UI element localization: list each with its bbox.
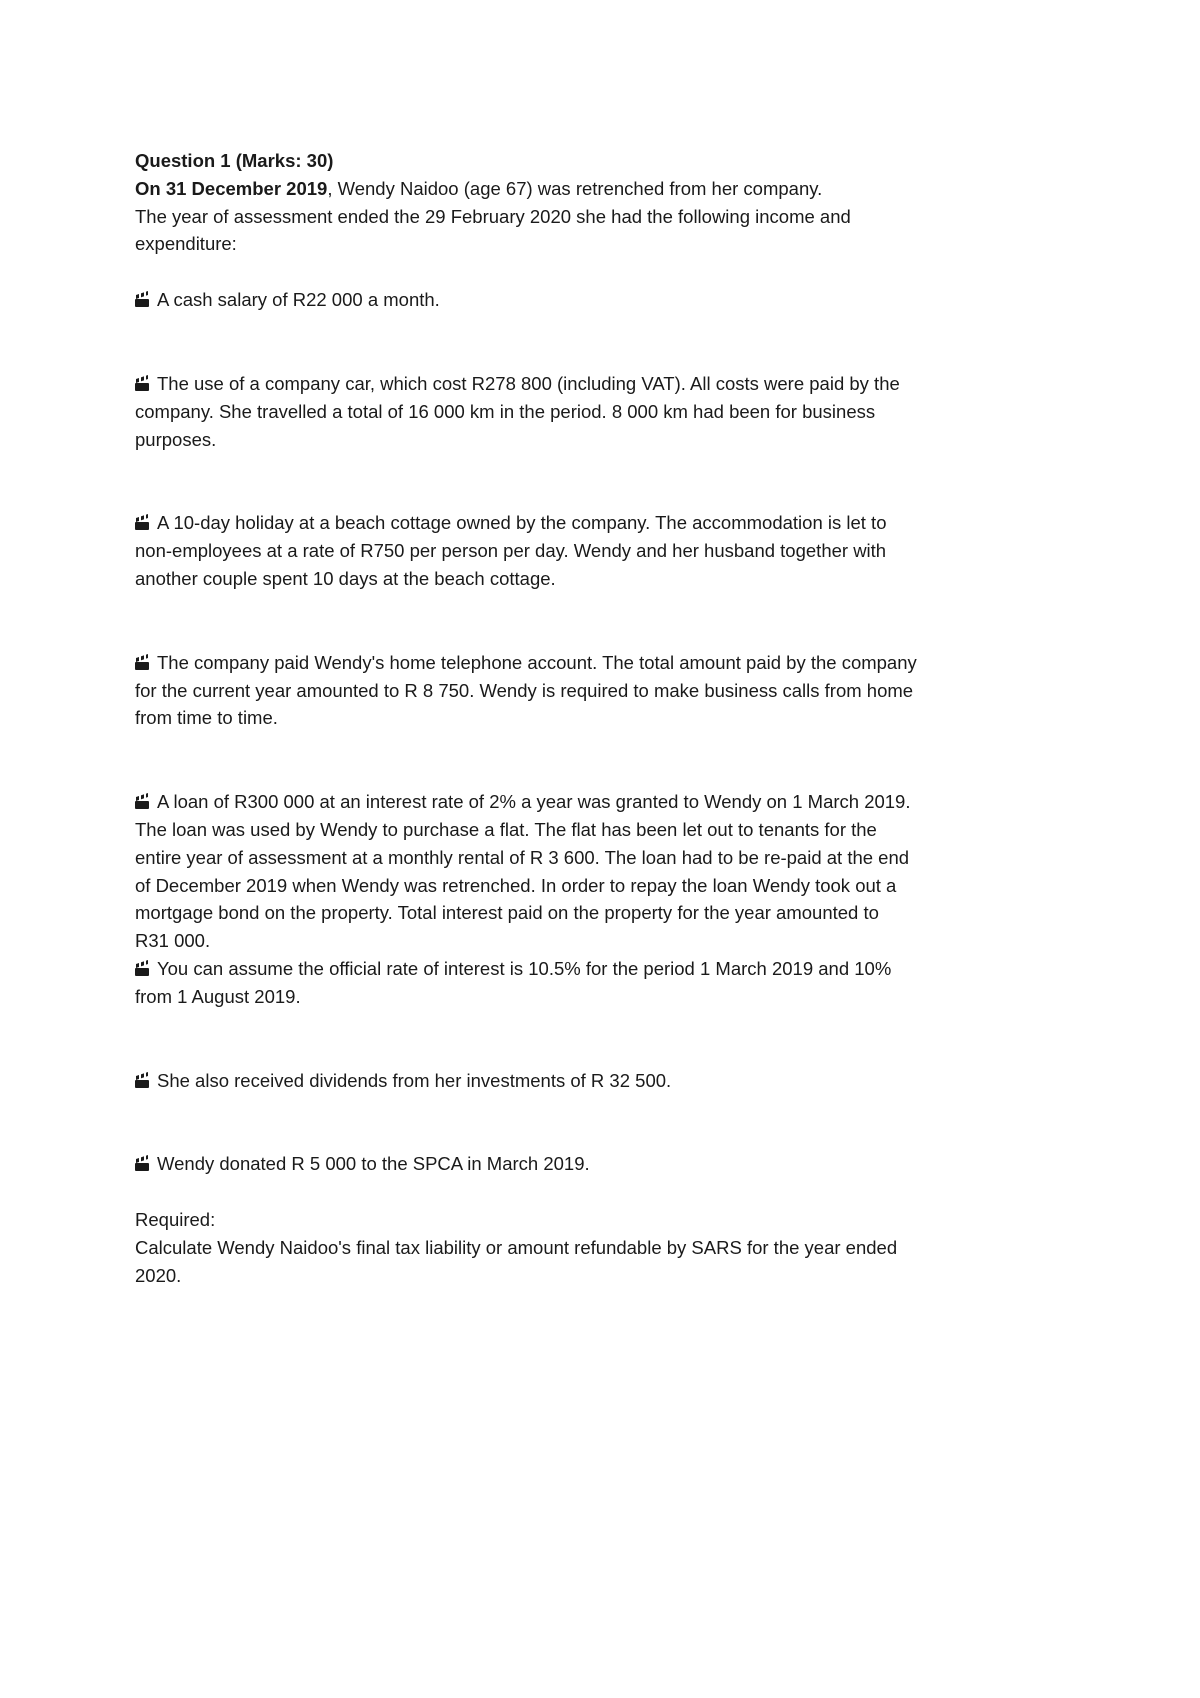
required-line-1: Calculate Wendy Naidoo's final tax liability or amount refundable by SARS for the year ended xyxy=(135,1236,898,1258)
clapperboard-bullet-icon xyxy=(135,1074,151,1088)
item-line: from 1 August 2019. xyxy=(135,985,301,1007)
clapperboard-bullet-icon xyxy=(135,377,151,391)
clapperboard-bullet-icon xyxy=(135,795,151,809)
item-line: A loan of R300 000 at an interest rate of 2% a year was granted to Wendy on 1 March 2019. xyxy=(157,791,911,813)
item-line: of December 2019 when Wendy was retrenched. In order to repay the loan Wendy took out a xyxy=(135,874,897,896)
required-section xyxy=(135,1206,1035,1289)
list-item-dividends xyxy=(135,1067,1035,1095)
item-line: company. She travelled a total of 16 000 km in the period. 8 000 km had been for business xyxy=(135,400,876,422)
item-line: The company paid Wendy's home telephone account. The total amount paid by the company xyxy=(157,651,917,673)
item-line: You can assume the official rate of interest is 10.5% for the period 1 March 2019 and 10% xyxy=(157,957,892,979)
item-line: The loan was used by Wendy to purchase a flat. The flat has been let out to tenants for the xyxy=(135,818,877,840)
item-line: for the current year amounted to R 8 750. Wendy is required to make business calls from home xyxy=(135,679,914,701)
list-item-official-rate xyxy=(135,955,1035,1011)
item-line: mortgage bond on the property. Total interest paid on the property for the year amounted to xyxy=(135,902,879,924)
required-line-2: 2020. xyxy=(135,1264,182,1286)
required-label: Required: xyxy=(135,1209,216,1231)
clapperboard-bullet-icon xyxy=(135,516,151,530)
list-item-loan xyxy=(135,788,1035,955)
question-heading: Question 1 (Marks: 30) xyxy=(135,150,334,171)
item-line: A 10-day holiday at a beach cottage owned by the company. The accommodation is let to xyxy=(157,512,887,534)
intro-date: On 31 December 2019 xyxy=(135,177,328,199)
item-line: purposes. xyxy=(135,428,217,450)
intro-line-1 xyxy=(135,175,1035,203)
item-line: from time to time. xyxy=(135,707,278,729)
item-line: another couple spent 10 days at the beach cottage. xyxy=(135,567,556,589)
item-line: non-employees at a rate of R750 per person per day. Wendy and her husband together with xyxy=(135,540,887,562)
list-item-telephone xyxy=(135,649,1035,732)
list-item-company-car xyxy=(135,370,1035,453)
item-line: R31 000. xyxy=(135,930,211,952)
intro-line-3: expenditure: xyxy=(135,233,237,255)
list-item-holiday xyxy=(135,509,1035,592)
clapperboard-bullet-icon xyxy=(135,656,151,670)
intro-text: , Wendy Naidoo (age 67) was retrenched from her company. xyxy=(327,177,823,199)
item-line: She also received dividends from her investments of R 32 500. xyxy=(157,1069,672,1091)
item-line: A cash salary of R22 000 a month. xyxy=(157,289,440,311)
clapperboard-bullet-icon xyxy=(135,293,151,307)
item-line: entire year of assessment at a monthly rental of R 3 600. The loan had to be re-paid at the end xyxy=(135,846,910,868)
clapperboard-bullet-icon xyxy=(135,962,151,976)
list-item-donation xyxy=(135,1150,1035,1178)
intro-line-2: The year of assessment ended the 29 February 2020 she had the following income and xyxy=(135,205,851,227)
item-line: The use of a company car, which cost R278 800 (including VAT). All costs were paid by the xyxy=(157,372,900,394)
document-page xyxy=(135,147,1035,1290)
item-line: Wendy donated R 5 000 to the SPCA in March 2019. xyxy=(157,1153,590,1175)
list-item-salary xyxy=(135,286,1035,314)
clapperboard-bullet-icon xyxy=(135,1157,151,1171)
